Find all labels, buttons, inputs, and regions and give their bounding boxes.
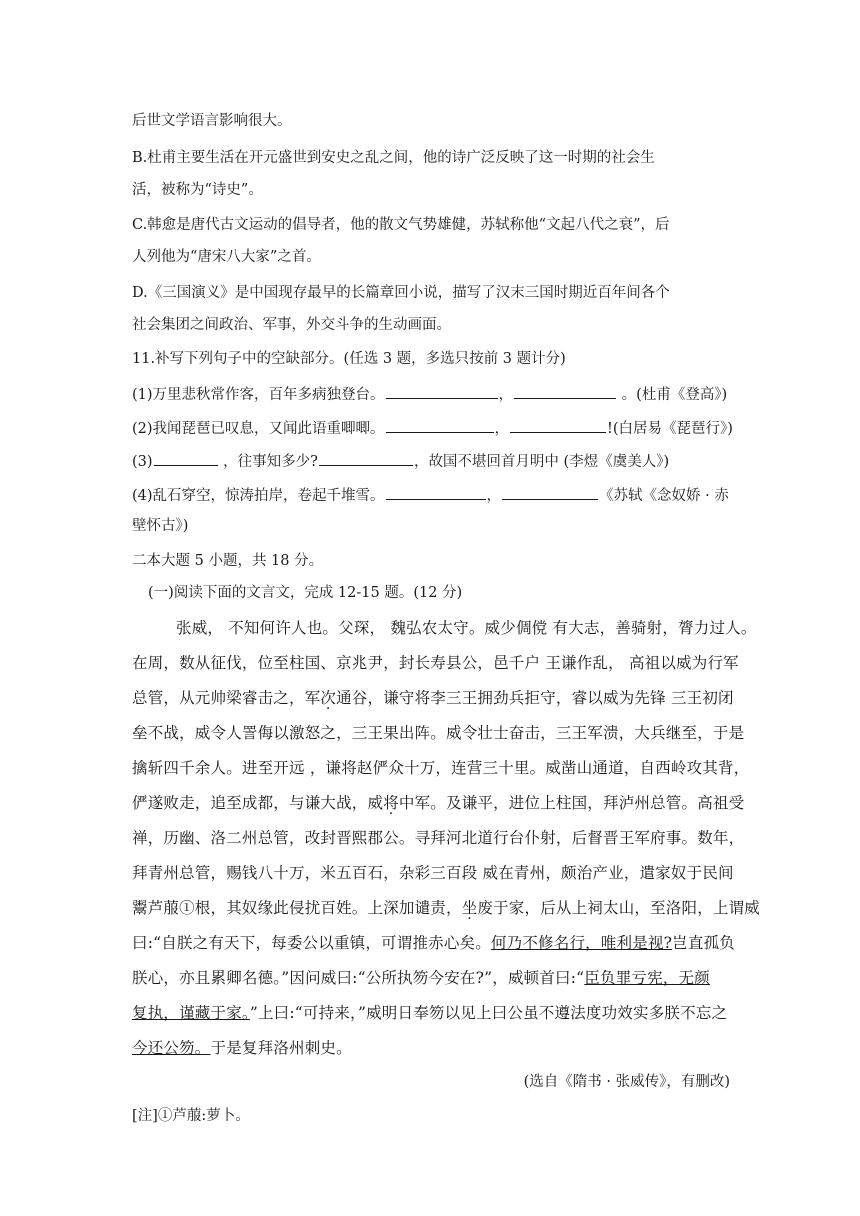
text-line: 后世文学语言影响很大。	[132, 113, 292, 129]
item-sep: ，	[413, 454, 429, 470]
question-11-item-4	[132, 485, 732, 506]
passage-text: 曰:“自朕之有天下，每委公以重镇，可谓推赤心矣。	[132, 934, 491, 952]
underlined-sentence: 臣负罪亏宪，无颜	[584, 969, 710, 987]
text-line: 社会集团之间政治、军事，外交斗争的生动画面。	[132, 317, 451, 333]
passage-line: 垒不战，威令人詈侮以激怒之，三王果出阵。威令壮士奋击，三王军溃，大兵继至，于是	[132, 724, 745, 742]
answer-blank[interactable]	[319, 451, 413, 466]
passage-text: 俨遂败走，追至成都，与谦大战，威	[132, 794, 384, 812]
answer-blank[interactable]	[386, 418, 494, 433]
passage-text: 岂直孤负	[672, 934, 735, 952]
question-11-item-2	[132, 418, 732, 439]
item-text: (2)我闻琵琶已叹息，又闻此语重唧唧。	[132, 421, 385, 437]
subsection-title: (一)阅读下面的文言文，完成 12-15 题。(12 分)	[148, 585, 463, 601]
answer-blank[interactable]	[386, 485, 486, 500]
passage-line: 擒斩四千余人。进至开远 ，谦将赵俨众十万，连营三十里。威凿山通道，自西岭攻其背，	[132, 759, 750, 777]
option-d-line: D.《三国演义》是中国现存最早的长篇章回小说，描写了汉末三国时期近百年间各个	[132, 285, 670, 301]
underlined-sentence: 何乃不修名行，唯利是视?	[490, 934, 673, 952]
passage-text: 通谷，谦守将李三王拥劲兵拒守，睿以威为先锋 三王初闭	[336, 689, 734, 707]
option-c-line: C.韩愈是唐代古文运动的倡导者，他的散文气势雄健，苏轼称他“文起八代之衰”，后	[132, 217, 670, 233]
item-source: !(白居易《琵琶行》)	[607, 421, 733, 437]
passage-line	[132, 1038, 732, 1058]
passage-line: 在周，数从征伐，位至柱国、京兆尹，封长寿县公，邑千户 王谦作乱， 高祖以威为行军	[132, 654, 739, 672]
dotted-char: 次	[320, 689, 337, 707]
passage-line	[132, 933, 735, 953]
underlined-sentence: 复执，谨藏于家。	[132, 1004, 250, 1022]
footnote: [注]①芦菔:萝卜。	[132, 1108, 250, 1124]
passage-line	[132, 898, 761, 918]
question-11-title: 11.补写下列句子中的空缺部分。(任选 3 题，多选只按前 3 题计分)	[132, 351, 566, 367]
answer-blank[interactable]	[502, 485, 598, 500]
passage-text: 朕心，亦且累卿名德。”因问威曰:“公所执笏今安在?”，威顿首曰:“	[132, 969, 585, 987]
item-text: (4)乱石穿空，惊涛拍岸，卷起千堆雪。	[132, 488, 385, 504]
text-line: 壁怀古》)	[132, 518, 189, 534]
item-text: ，往事知多少?	[218, 454, 318, 470]
answer-blank[interactable]	[386, 384, 498, 399]
item-sep: ，	[494, 421, 510, 437]
question-11-item-3	[132, 451, 732, 472]
item-source: 。(杜甫《登高》)	[617, 387, 728, 403]
dotted-char: 坐	[461, 899, 478, 917]
answer-blank[interactable]	[510, 418, 606, 433]
item-text: (3)	[132, 454, 153, 470]
answer-blank[interactable]	[514, 384, 616, 399]
section-2-title: 二本大题 5 小题，共 18 分。	[132, 553, 324, 569]
text-line: 人列他为“唐宋八大家”之首。	[132, 249, 321, 265]
option-b-line: B.杜甫主要生活在开元盛世到安史之乱之间，他的诗广泛反映了这一时期的社会生	[132, 150, 655, 166]
item-sep: ，	[486, 488, 502, 504]
dotted-char: 将	[383, 794, 399, 812]
passage-line	[132, 968, 732, 988]
item-sep: ，	[498, 387, 514, 403]
passage-line: 张威， 不知何许人也。父琛， 魏弘农太守。威少倜傥 有大志，善骑射，膂力过人。	[176, 619, 757, 637]
item-source: 《苏轼《念奴娇 · 赤	[599, 488, 729, 504]
passage-line: 禅，历幽、洛二州总管，改封晋熙郡公。寻拜河北道行台仆射，后督晋王军府事。数年，	[132, 829, 745, 847]
text-line: 活，被称为“诗史”。	[132, 182, 263, 198]
underlined-sentence: 今还公笏。	[132, 1039, 211, 1057]
passage-text: 中军。及谦平，进位上柱国，拜泸州总管。高祖受	[398, 794, 745, 812]
passage-text: 总管，从元帅梁睿击之，军	[132, 689, 321, 707]
passage-source: (选自《隋书 · 张威传》，有删改)	[523, 1074, 730, 1090]
item-source: 故国不堪回首月明中 (李煜《虞美人》)	[428, 454, 670, 470]
passage-line	[132, 1003, 732, 1023]
passage-text: 于是复拜洛州刺史。	[210, 1039, 352, 1057]
passage-text: 废于家，后从上祠太山，至洛阳，上谓威	[477, 899, 761, 917]
item-text: (1)万里悲秋常作客，百年多病独登台。	[132, 387, 385, 403]
passage-text: 鬻芦菔①根，其奴缘此侵扰百姓。上深加谴责，	[132, 899, 462, 917]
passage-line	[132, 793, 745, 813]
passage-line	[132, 688, 732, 708]
passage-line: 拜青州总管，赐钱八十万，米五百石，杂彩三百段 威在青州，颇治产业，遣家奴于民间	[132, 864, 734, 882]
passage-text: ”上曰:“可持来，”威明日奉笏以见上曰公虽不遵法度功效实多朕不忘之	[249, 1004, 728, 1022]
question-11-item-1	[132, 384, 732, 405]
answer-blank[interactable]	[154, 451, 218, 466]
